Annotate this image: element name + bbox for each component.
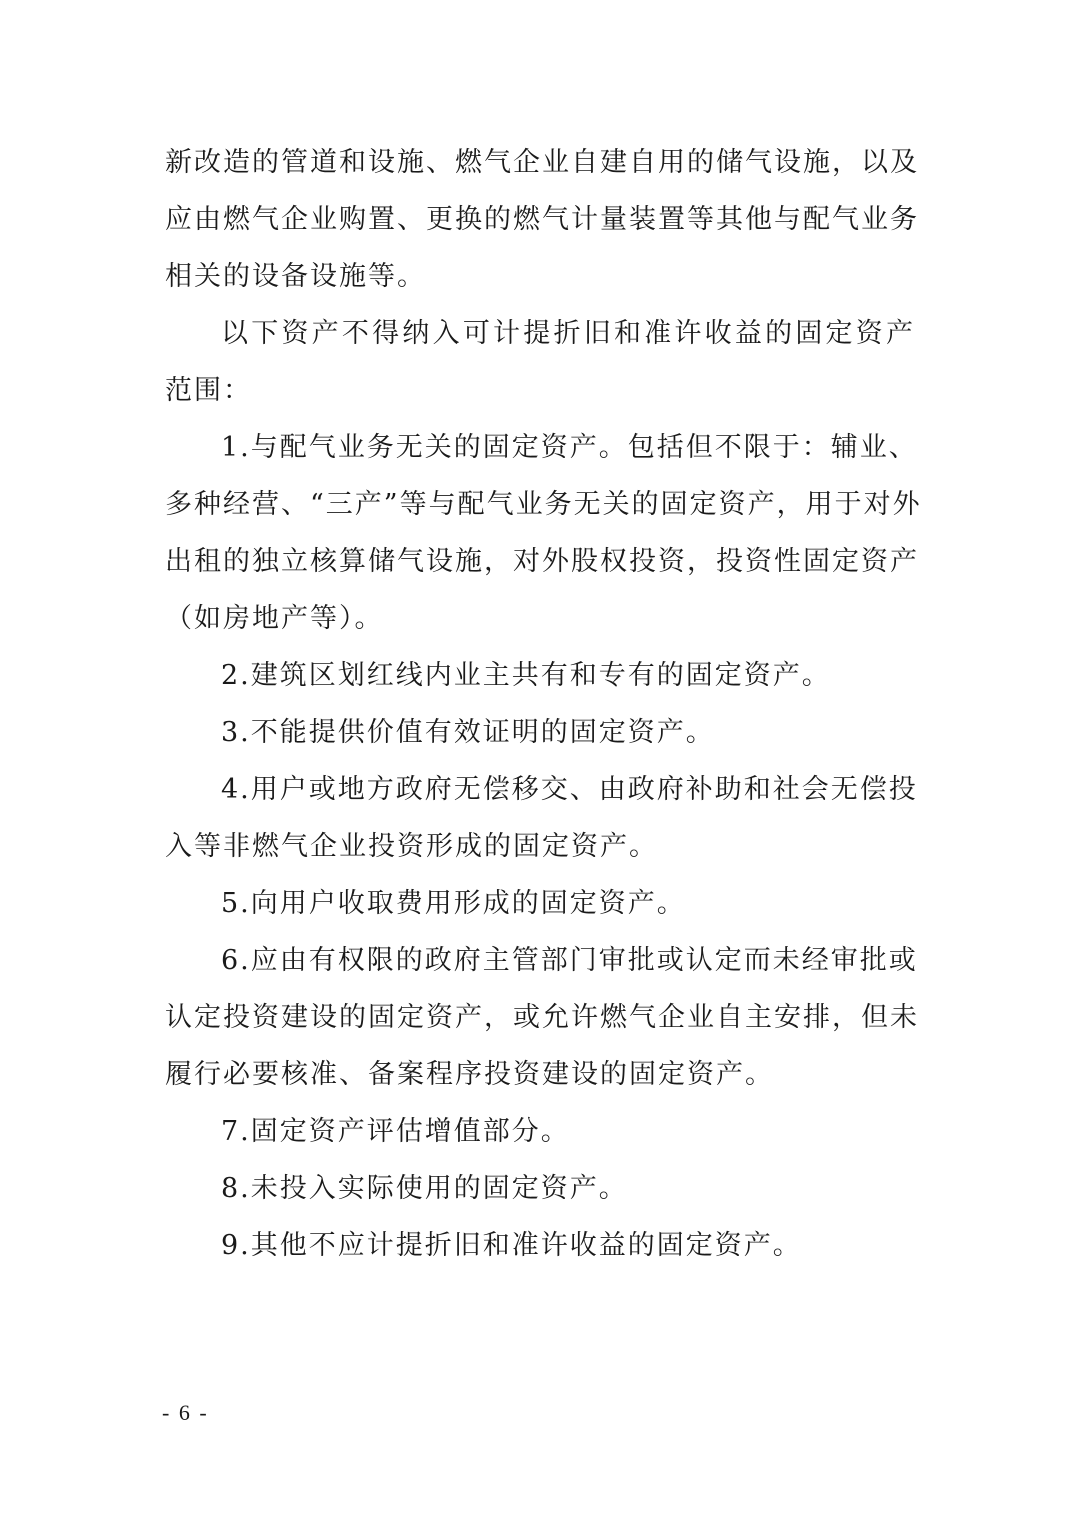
document-body: [165, 134, 922, 1274]
text-line: （如房地产等）。: [165, 603, 384, 634]
text-line: 相关的设备设施等。: [165, 261, 426, 292]
text-line: 6.应由有权限的政府主管部门审批或认定而未经审批或: [221, 945, 918, 976]
text-line: 多种经营、“三产”等与配气业务无关的固定资产，用于对外: [165, 489, 922, 520]
text-line: 2.建筑区划红线内业主共有和专有的固定资产。: [221, 660, 831, 691]
text-line: 入等非燃气企业投资形成的固定资产。: [165, 831, 658, 862]
text-line: 认定投资建设的固定资产，或允许燃气企业自主安排，但未: [165, 1002, 919, 1033]
text-line: 范围：: [165, 375, 252, 406]
text-line: 9.其他不应计提折旧和准许收益的固定资产。: [221, 1230, 802, 1261]
page-number: - 6 -: [162, 1400, 209, 1425]
text-line: 新改造的管道和设施、燃气企业自建自用的储气设施，以及: [165, 147, 919, 178]
text-line: 以下资产不得纳入可计提折旧和准许收益的固定资产: [221, 318, 915, 349]
text-line: 7.固定资产评估增值部分。: [221, 1116, 570, 1147]
text-line: 应由燃气企业购置、更换的燃气计量装置等其他与配气业务: [165, 204, 919, 235]
text-line: 4.用户或地方政府无偿移交、由政府补助和社会无偿投: [221, 774, 918, 805]
text-line: 履行必要核准、备案程序投资建设的固定资产。: [165, 1059, 774, 1090]
text-line: 出租的独立核算储气设施，对外股权投资，投资性固定资产: [165, 546, 919, 577]
text-line: 8.未投入实际使用的固定资产。: [221, 1173, 628, 1204]
text-line: 3.不能提供价值有效证明的固定资产。: [221, 717, 715, 748]
text-line: 5.向用户收取费用形成的固定资产。: [221, 888, 686, 919]
text-line: 1.与配气业务无关的固定资产。包括但不限于：辅业、: [221, 432, 918, 463]
